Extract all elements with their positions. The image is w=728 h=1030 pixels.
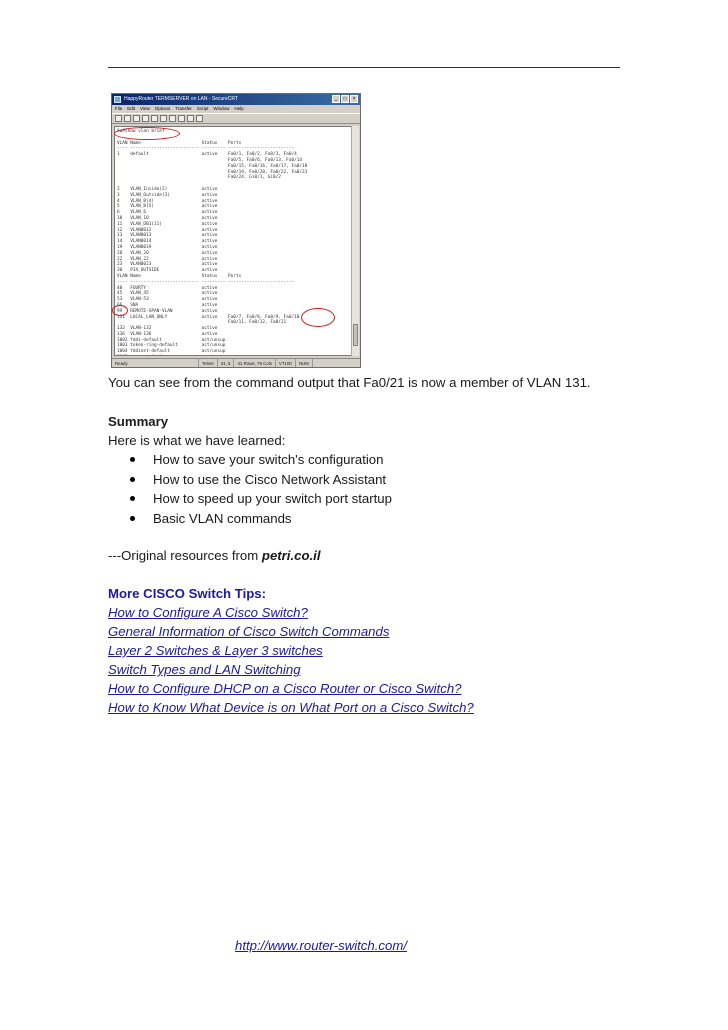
menu-script: Script [196,106,209,111]
terminal-line: 99 REMOTE-SPAN-VLAN active [117,308,218,314]
terminal-line: 136 VLAN-136 active [117,331,218,337]
quick-connect-icon [124,115,131,122]
terminal-line: 45 VLAN_45 active [117,291,218,297]
terminal-line: 4 VLAN_B(4) active [117,198,218,204]
terminal-line: ---- -------------------------- --------- ------------------------- [117,146,295,152]
connect-icon [115,115,122,122]
highlight-circle-command [114,127,180,140]
list-item: How to speed up your switch port startup [108,489,392,509]
terminal-line: 3 VLAN_Outside(3) active [117,192,218,198]
list-item: Basic VLAN commands [108,509,392,529]
terminal-line: 23 VLAN0023 active [117,262,218,268]
terminal-line: 11 VLAN_DB1(11) active [117,221,218,227]
terminal-line: 30 PIX_OUTSIDE active [117,268,218,274]
terminal-line: 132 VLAN-132 active [117,326,218,332]
status-emulation: VT100 [276,359,296,367]
menu-view: View [140,106,150,111]
source-prefix: ---Original resources from [108,548,262,563]
menu-transfer: Transfer [175,106,192,111]
menu-file: File [115,106,123,111]
scrollbar [351,126,359,356]
paste-icon [151,115,158,122]
link-configure-cisco-switch[interactable]: How to Configure A Cisco Switch? [108,605,308,620]
status-protocol: Telnet [199,359,218,367]
terminal-line [117,355,349,356]
disconnect-icon [133,115,140,122]
terminal-line: VLAN Name Status Ports [117,273,242,279]
window-title-bar [112,94,360,105]
window-title: HappyRouter TERMSERVER on LAN - SecureCRT [124,96,238,102]
menu-help: Help [234,106,244,111]
help-icon [196,115,203,122]
link-cisco-switch-commands[interactable]: General Information of Cisco Switch Commands [108,624,390,639]
find-icon [160,115,167,122]
terminal-line: ---- -------------------------- --------- ------------------------- [117,279,295,285]
print-icon [169,115,176,122]
summary-lead: Here is what we have learned: [108,433,286,448]
terminal-line: Fa0/11, Fa0/12, Fa0/21 [117,320,287,326]
terminal-line: 2 VLAN_Inside(2) active [117,186,218,192]
link-layer2-layer3-switches[interactable]: Layer 2 Switches & Layer 3 switches [108,643,323,658]
scrollbar-thumb [353,324,358,346]
status-num: NUM [296,359,313,367]
link-configure-dhcp[interactable]: How to Configure DHCP on a Cisco Router or Cisco Switch? [108,681,462,696]
keymap-icon [187,115,194,122]
terminal-line: 19 VLAN0019 active [117,244,218,250]
terminal-line: 40 FOURTY active [117,285,218,291]
more-tips-heading: More CISCO Switch Tips: [108,586,267,601]
source-name: petri.co.il [261,548,321,563]
terminal-line: 6 VLAN_6 active [117,210,218,216]
terminal-line: Sw#show vlan brief [117,129,165,134]
terminal-line: 22 VLAN_22 active [117,256,218,262]
summary-list [108,450,392,528]
menu-bar [112,105,360,113]
terminal-line: Fa0/19, Fa0/20, Fa0/22, Fa0/23 [117,169,308,175]
close-icon: × [350,95,358,103]
list-item: How to save your switch's configuration [108,450,392,470]
menu-window: Window [213,106,230,111]
terminal-line: Fa0/24, Gi0/1, Gi0/2 [117,175,281,181]
terminal-line: 10 VLAN_10 active [117,215,218,221]
copy-icon [142,115,149,122]
terminal-line: 66 SNA active [117,302,218,308]
terminal-line: 12 VLAN0012 active [117,227,218,233]
status-cursor: 31, 5 [218,359,235,367]
terminal-line: 1 default active Fa0/1, Fa0/2, Fa0/3, Fa0/4 [117,152,297,158]
terminal-line: 53 VLAN-53 active [117,297,218,303]
highlight-circle-vlan [112,305,128,316]
terminal-line: 20 VLAN_20 active [117,250,218,256]
status-size: 41 Rows, 78 Cols [234,359,275,367]
terminal-line: Fa0/15, Fa0/16, Fa0/17, Fa0/18 [117,163,308,169]
link-device-on-port[interactable]: How to Know What Device is on What Port on a Cisco Switch? [108,700,474,715]
status-ready: Ready [112,359,199,367]
terminal-line: VLAN Name Status Ports [117,140,242,146]
link-switch-types[interactable]: Switch Types and LAN Switching [108,662,301,677]
app-icon [114,96,121,103]
list-item: How to use the Cisco Network Assistant [108,470,392,490]
maximize-icon: □ [341,95,349,103]
terminal-line: Fa0/5, Fa0/6, Fa0/13, Fa0/14 [117,157,303,163]
terminal-line: 131 LOCAL_LAN_ONLY active Fa0/7, Fa0/8, Fa0/9, Fa0/10 [117,314,300,320]
terminal-line: 1003 token-ring-default act/unsup [117,343,226,349]
settings-icon [178,115,185,122]
terminal-line: 13 VLAN0013 active [117,233,218,239]
menu-options: Options [154,106,171,111]
toolbar [112,113,360,124]
terminal-line: 5 VLAN_B(5) active [117,204,218,210]
securecrt-screenshot [111,93,361,368]
highlight-circle-port [301,308,335,327]
minimize-icon: _ [332,95,340,103]
summary-heading: Summary [108,414,169,429]
terminal-line: 14 VLAN0014 active [117,239,218,245]
menu-edit: Edit [127,106,136,111]
terminal-line: 1002 fddi-default act/unsup [117,337,226,343]
source-line [108,547,321,565]
footer-url[interactable]: http://www.router-switch.com/ [235,938,407,953]
intro-text: You can see from the command output that Fa0/21 is now a member of VLAN 131. [108,375,591,390]
terminal-line: 1004 fddinet-default act/unsup [117,349,226,355]
header-rule [108,67,620,68]
status-bar [112,358,360,367]
